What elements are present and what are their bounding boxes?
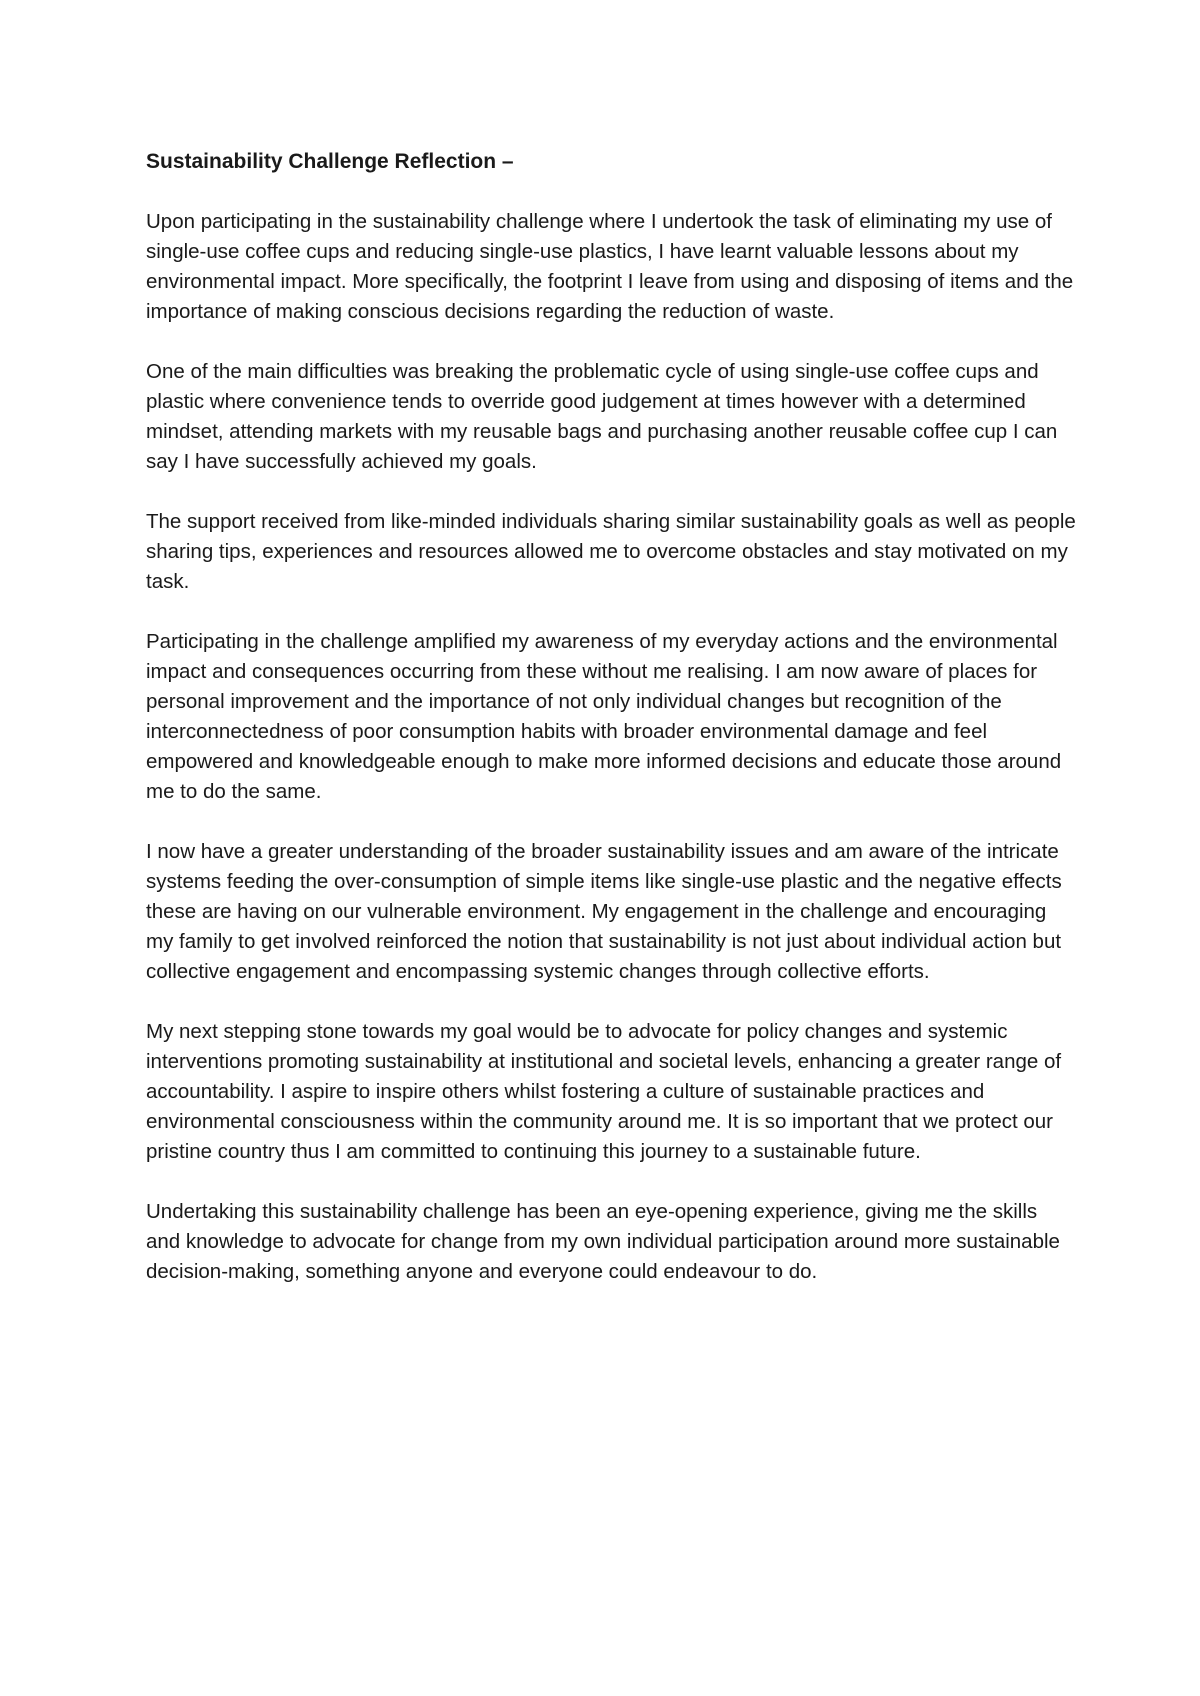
document-body	[146, 147, 1076, 1317]
paragraph: Undertaking this sustainability challenge has been an eye-opening experience, giving me the skills and knowledge to advocate for change from my own individual participation around more sustainable decision-making, something anyone and everyone could endeavour to do.	[146, 1200, 1060, 1283]
paragraph: I now have a greater understanding of the broader sustainability issues and am aware of the intricate systems feeding the over-consumption of simple items like single-use plastic and the negative effects these are having on our vulnerable environment. My engagement in the challenge and encouraging my family to get involved reinforced the notion that sustainability is not just about individual action but collective engagement and encompassing systemic changes through collective efforts.	[146, 840, 1062, 983]
paragraph: Upon participating in the sustainability challenge where I undertook the task of eliminating my use of single-use coffee cups and reducing single-use plastics, I have learnt valuable lessons about my environmental impact. More specifically, the footprint I leave from using and disposing of items and the importance of making conscious decisions regarding the reduction of waste.	[146, 210, 1074, 323]
paragraph: One of the main difficulties was breaking the problematic cycle of using single-use coffee cups and plastic where convenience tends to override good judgement at times however with a determined mindset, attending markets with my reusable bags and purchasing another reusable coffee cup I can say I have successfully achieved my goals.	[146, 360, 1058, 473]
document-title: Sustainability Challenge Reflection –	[146, 150, 514, 173]
paragraph: The support received from like-minded individuals sharing similar sustainability goals as well as people sharing tips, experiences and resources allowed me to overcome obstacles and stay motivated on my task.	[146, 510, 1076, 593]
paragraph: Participating in the challenge amplified my awareness of my everyday actions and the environmental impact and consequences occurring from these without me realising. I am now aware of places for personal improvement and the importance of not only individual changes but recognition of the interconnectedness of poor consumption habits with broader environmental damage and feel empowered and knowledgeable enough to make more informed decisions and educate those around me to do the same.	[146, 630, 1062, 803]
paragraph: My next stepping stone towards my goal would be to advocate for policy changes and systemic interventions promoting sustainability at institutional and societal levels, enhancing a greater range of accountability. I aspire to inspire others whilst fostering a culture of sustainable practices and environmental consciousness within the community around me. It is so important that we protect our pristine country thus I am committed to continuing this journey to a sustainable future.	[146, 1020, 1062, 1163]
